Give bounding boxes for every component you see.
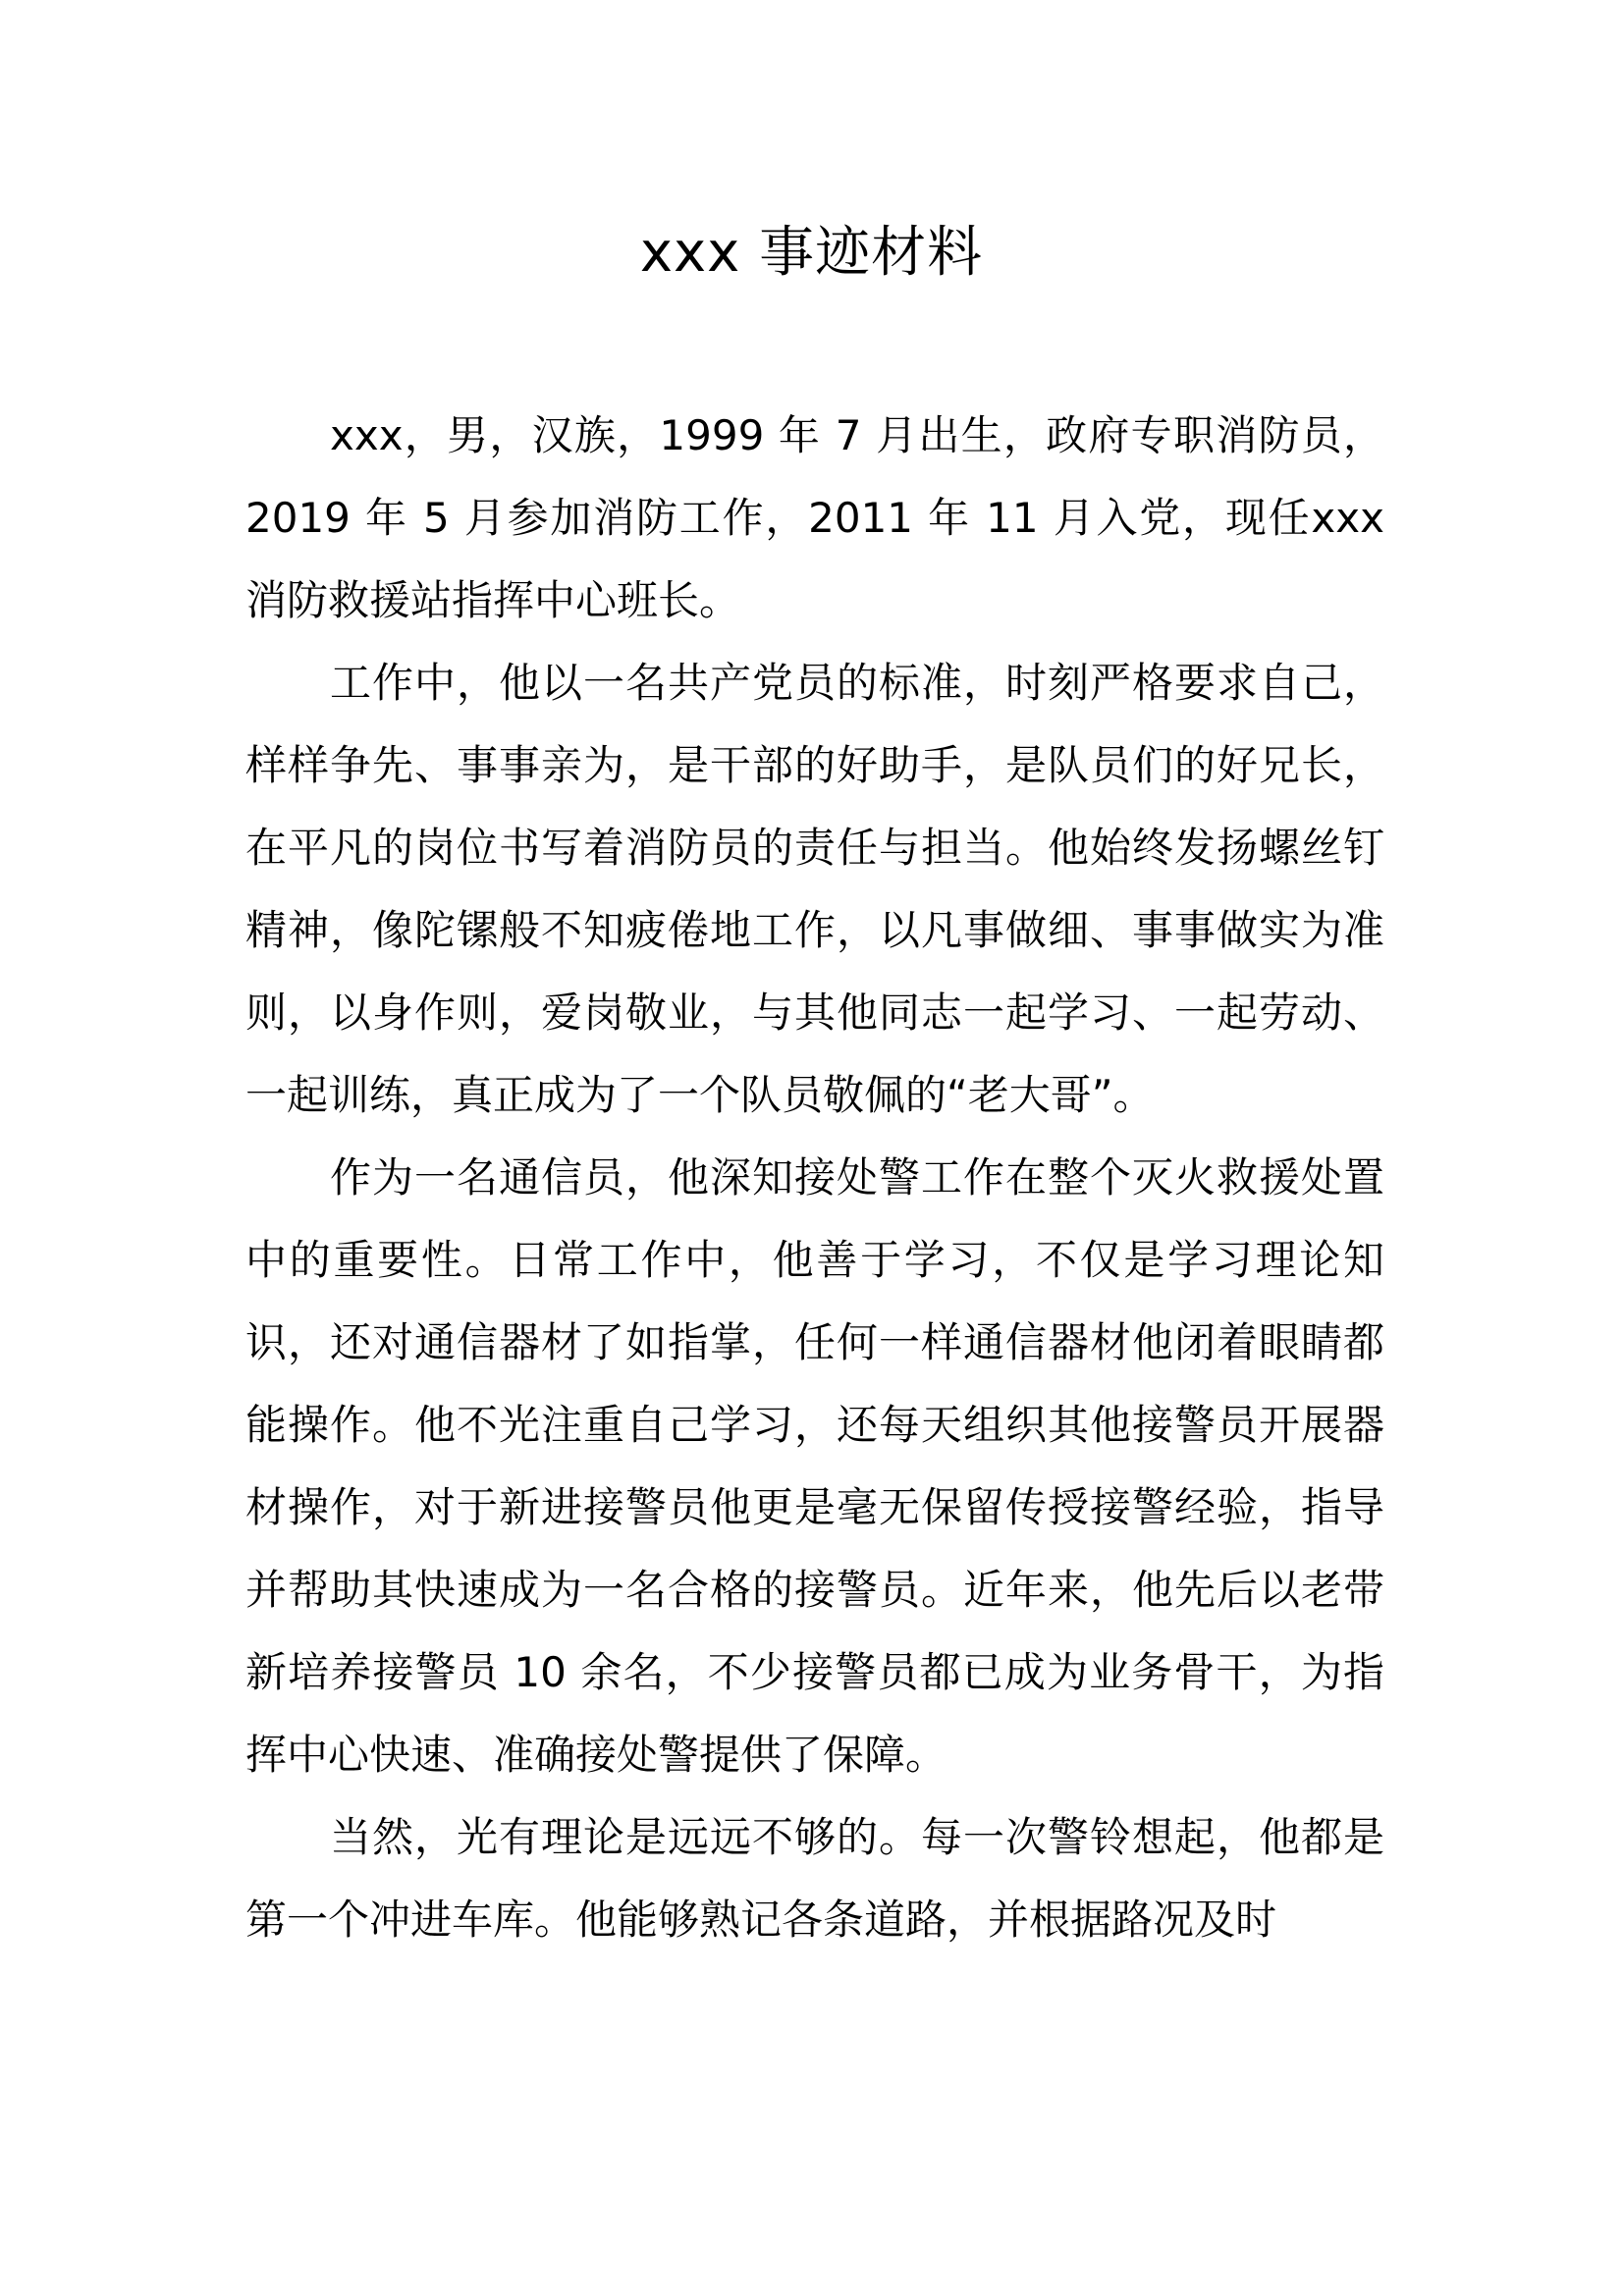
document-body [245, 395, 1384, 1961]
paragraph-profile: xxx，男，汉族，1999 年 7 月出生，政府专职消防员，2019 年 5 月参加消防工作，2011 年 11 月入党，现任xxx 消防救援站指挥中心班长。 [245, 411, 1384, 624]
paragraph-work-attitude: 工作中，他以一名共产党员的标准，时刻严格要求自己，样样争先、事事亲为，是干部的好助手，是队员们的好兄长，在平凡的岗位书写着消防员的责任与担当。他始终发扬螺丝钉精神，像陀镙般不知疲倦地工作，以凡事做细、事事做实为准则，以身作则，爱岗敬业，与其他同志一起学习、一起劳动、一起训练，真正成为了一个队员敬佩的“老大哥”。 [245, 659, 1384, 1119]
paragraph-communications: 作为一名通信员，他深知接处警工作在整个灭火救援处置中的重要性。日常工作中，他善于学习，不仅是学习理论知识，还对通信器材了如指掌，任何一样通信器材他闭着眼睛都能操作。他不光注重自己学习，还每天组织其他接警员开展器材操作，对于新进接警员他更是毫无保留传授接警经验，指导并帮助其快速成为一名合格的接警员。近年来，他先后以老带新培养接警员 10 余名，不少接警员都已成为业务骨干，为指挥中心快速、准确接处警提供了保障。 [245, 1153, 1384, 1779]
paragraph-response: 当然，光有理论是远远不够的。每一次警铃想起，他都是第一个冲进车库。他能够熟记各条道路，并根据路况及时 [245, 1813, 1384, 1944]
document-title: xxx 事迹材料 [639, 221, 984, 285]
